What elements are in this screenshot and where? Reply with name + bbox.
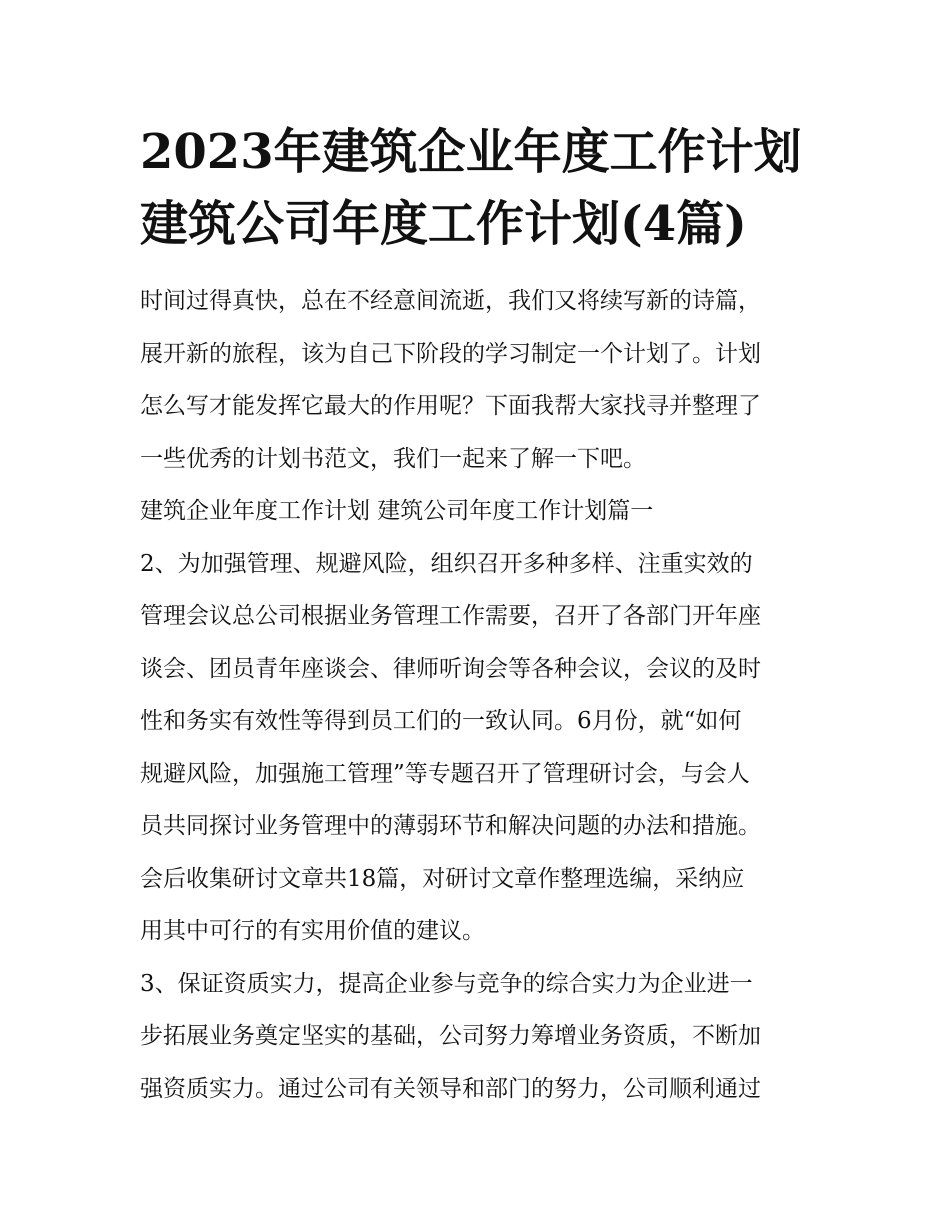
item-3-line: 强资质实力。通过公司有关领导和部门的努力，公司顺利通过 bbox=[140, 1075, 761, 1102]
item-2-line: 规避风险，加强施工管理”等专题召开了管理研讨会，与会人 bbox=[140, 760, 750, 787]
item-2-line: 用其中可行的有实用价值的建议。 bbox=[140, 918, 485, 944]
item-2-paragraph bbox=[140, 538, 830, 958]
item-2-line: 性和务实有效性等得到员工们的一致认同。6月份，就“如何 bbox=[140, 708, 742, 734]
intro-line: 展开新的旅程，该为自己下阶段的学习制定一个计划了。计划 bbox=[140, 340, 761, 367]
title-line-2: 建筑公司年度工作计划(4篇) bbox=[140, 196, 747, 252]
title-line-1: 2023年建筑企业年度工作计划 bbox=[140, 124, 802, 180]
item-3-line: 步拓展业务奠定坚实的基础，公司努力筹增业务资质，不断加 bbox=[140, 1023, 761, 1049]
item-2-line: 会后收集研讨文章共18篇，对研讨文章作整理选编，采纳应 bbox=[140, 865, 745, 892]
item-2-line: 2、为加强管理、规避风险，组织召开多种多样、注重实效的 bbox=[140, 550, 753, 577]
intro-line: 一些优秀的计划书范文，我们一起来了解一下吧。 bbox=[140, 445, 646, 472]
document-body bbox=[140, 275, 830, 1115]
intro-paragraph bbox=[140, 275, 830, 485]
intro-line: 怎么写才能发挥它最大的作用呢？下面我帮大家找寻并整理了 bbox=[140, 393, 761, 419]
item-2-line: 谈会、团员青年座谈会、律师听询会等各种会议，会议的及时 bbox=[140, 655, 761, 682]
item-3-line: 3、保证资质实力，提高企业参与竞争的综合实力为企业进一 bbox=[140, 970, 753, 997]
document-title bbox=[140, 116, 830, 260]
intro-line: 时间过得真快，总在不经意间流逝，我们又将续写新的诗篇， bbox=[140, 288, 761, 314]
item-3-paragraph bbox=[140, 958, 830, 1116]
section-heading: 建筑企业年度工作计划 建筑公司年度工作计划篇一 bbox=[140, 498, 654, 524]
item-2-line: 管理会议总公司根据业务管理工作需要，召开了各部门开年座 bbox=[140, 603, 761, 629]
item-2-line: 员共同探讨业务管理中的薄弱环节和解决问题的办法和措施。 bbox=[140, 813, 761, 839]
